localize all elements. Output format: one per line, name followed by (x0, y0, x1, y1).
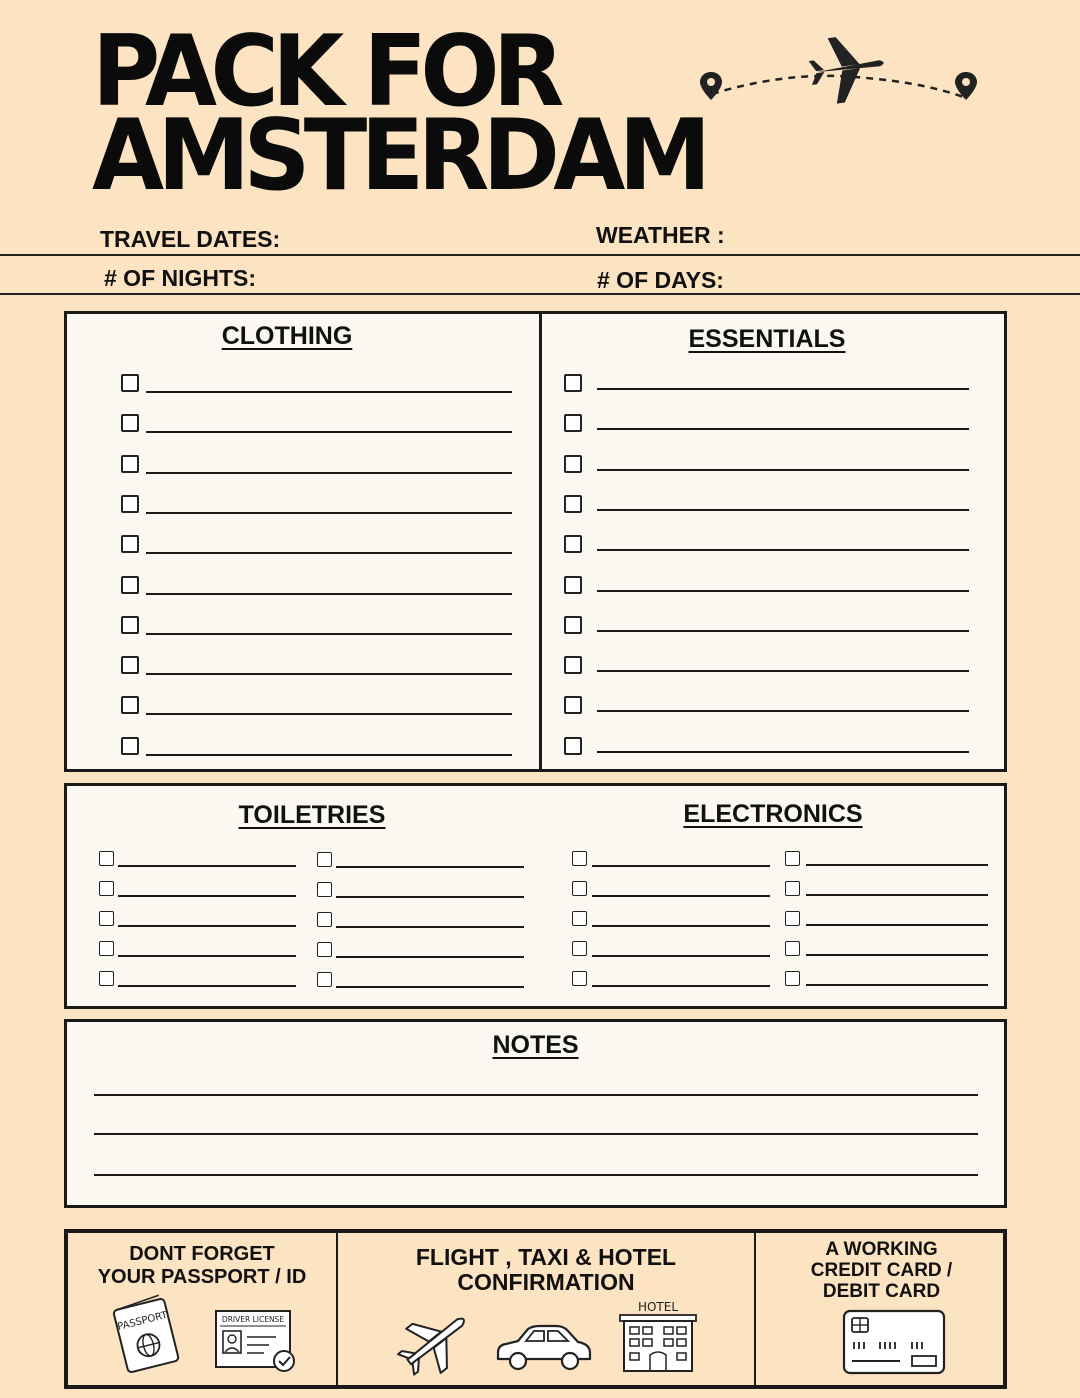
clothing-checkbox[interactable] (121, 414, 139, 432)
clothing-item-line[interactable] (146, 593, 512, 595)
essentials-checkbox[interactable] (564, 535, 582, 553)
toiletries-item-line[interactable] (336, 986, 524, 988)
electronics-checkbox[interactable] (572, 971, 587, 986)
toiletries-checkbox[interactable] (99, 851, 114, 866)
title-line-2: AMSTERDAM (92, 99, 705, 213)
essentials-item-line[interactable] (597, 590, 969, 592)
essentials-checkbox[interactable] (564, 656, 582, 674)
clothing-checkbox[interactable] (121, 535, 139, 553)
clothing-checkbox[interactable] (121, 696, 139, 714)
toiletries-checkbox[interactable] (99, 941, 114, 956)
days-label: # OF DAYS: (597, 267, 724, 293)
toiletries-item-line[interactable] (118, 955, 296, 957)
hotel-icon-label: HOTEL (637, 1300, 679, 1314)
electronics-item-line[interactable] (806, 954, 988, 956)
electronics-checkbox[interactable] (785, 881, 800, 896)
electronics-checkbox[interactable] (572, 941, 587, 956)
nights-label: # OF NIGHTS: (104, 265, 257, 291)
notes-title: NOTES (492, 1031, 579, 1059)
electronics-checkbox[interactable] (572, 911, 587, 926)
electronics-item-line[interactable] (806, 984, 988, 986)
card-reminder-line3: DEBIT CARD (822, 1281, 941, 1302)
confirmation-reminder-line2: CONFIRMATION (457, 1269, 635, 1295)
airplane-route-icon (698, 32, 988, 112)
divider (0, 293, 1080, 295)
clothing-checkbox[interactable] (121, 495, 139, 513)
toiletries-electronics-panel (64, 783, 1007, 1009)
electronics-checkbox[interactable] (785, 911, 800, 926)
clothing-checkbox[interactable] (121, 656, 139, 674)
electronics-checkbox[interactable] (785, 941, 800, 956)
essentials-checkbox[interactable] (564, 616, 582, 634)
electronics-item-line[interactable] (592, 895, 770, 897)
toiletries-item-line[interactable] (336, 866, 524, 868)
column-divider (539, 314, 542, 769)
taxi-icon (494, 1323, 594, 1373)
page-title (92, 15, 705, 213)
toiletries-item-line[interactable] (336, 926, 524, 928)
toiletries-item-line[interactable] (118, 925, 296, 927)
divider (0, 254, 1080, 256)
essentials-item-line[interactable] (597, 388, 969, 390)
passport-icon (108, 1295, 188, 1375)
card-reminder-line2: CREDIT CARD / (810, 1260, 953, 1281)
essentials-checkbox[interactable] (564, 374, 582, 392)
weather-label: WEATHER : (596, 222, 725, 248)
clothing-checkbox[interactable] (121, 737, 139, 755)
essentials-title: ESSENTIALS (688, 325, 846, 353)
essentials-item-line[interactable] (597, 549, 969, 551)
essentials-item-line[interactable] (597, 469, 969, 471)
clothing-checkbox[interactable] (121, 576, 139, 594)
electronics-checkbox[interactable] (785, 851, 800, 866)
essentials-item-line[interactable] (597, 509, 969, 511)
electronics-item-line[interactable] (592, 925, 770, 927)
toiletries-checkbox[interactable] (99, 911, 114, 926)
clothing-checkbox[interactable] (121, 616, 139, 634)
electronics-item-line[interactable] (592, 865, 770, 867)
clothing-item-line[interactable] (146, 472, 512, 474)
clothing-item-line[interactable] (146, 713, 512, 715)
essentials-item-line[interactable] (597, 630, 969, 632)
title-line-1: PACK FOR (92, 15, 558, 129)
toiletries-item-line[interactable] (336, 896, 524, 898)
card-reminder-line1: A WORKING (825, 1239, 938, 1260)
essentials-checkbox[interactable] (564, 495, 582, 513)
essentials-item-line[interactable] (597, 670, 969, 672)
confirmation-reminder-line1: FLIGHT , TAXI & HOTEL (415, 1244, 677, 1270)
electronics-checkbox[interactable] (572, 851, 587, 866)
clothing-item-line[interactable] (146, 391, 512, 393)
clothing-item-line[interactable] (146, 431, 512, 433)
toiletries-item-line[interactable] (118, 895, 296, 897)
toiletries-title: TOILETRIES (238, 801, 386, 829)
note-line[interactable] (94, 1133, 978, 1135)
card-reminder (756, 1239, 1007, 1302)
toiletries-item-line[interactable] (118, 985, 296, 987)
essentials-item-line[interactable] (597, 710, 969, 712)
passport-reminder (68, 1243, 336, 1289)
clothing-checkbox[interactable] (121, 455, 139, 473)
clothing-item-line[interactable] (146, 512, 512, 514)
electronics-checkbox[interactable] (572, 881, 587, 896)
toiletries-checkbox[interactable] (317, 882, 332, 897)
toiletries-item-line[interactable] (118, 865, 296, 867)
drivers-license-icon (214, 1309, 298, 1373)
electronics-item-line[interactable] (806, 894, 988, 896)
toiletries-checkbox[interactable] (99, 881, 114, 896)
clothing-essentials-panel (64, 311, 1007, 772)
confirmation-reminder (338, 1245, 754, 1295)
license-icon-label: DRIVER LICENSE (221, 1315, 285, 1324)
passport-reminder-line1: DONT FORGET (129, 1243, 275, 1265)
hotel-icon (616, 1299, 700, 1375)
electronics-checkbox[interactable] (785, 971, 800, 986)
toiletries-checkbox[interactable] (317, 852, 332, 867)
passport-reminder-line2: YOUR PASSPORT / ID (97, 1266, 307, 1288)
toiletries-checkbox[interactable] (99, 971, 114, 986)
toiletries-checkbox[interactable] (317, 942, 332, 957)
essentials-item-line[interactable] (597, 751, 969, 753)
electronics-item-line[interactable] (806, 864, 988, 866)
clothing-item-line[interactable] (146, 673, 512, 675)
electronics-title: ELECTRONICS (683, 800, 863, 828)
airplane-icon (398, 1309, 474, 1373)
essentials-item-line[interactable] (597, 428, 969, 430)
note-line[interactable] (94, 1094, 978, 1096)
travel-dates-label: TRAVEL DATES: (100, 226, 281, 252)
essentials-checkbox[interactable] (564, 455, 582, 473)
electronics-item-line[interactable] (592, 985, 770, 987)
essentials-checkbox[interactable] (564, 737, 582, 755)
clothing-item-line[interactable] (146, 633, 512, 635)
electronics-item-line[interactable] (806, 924, 988, 926)
essentials-checkbox[interactable] (564, 696, 582, 714)
notes-panel (64, 1019, 1007, 1208)
toiletries-checkbox[interactable] (317, 972, 332, 987)
essentials-checkbox[interactable] (564, 414, 582, 432)
passport-icon-label: PASSPORT (116, 1309, 169, 1333)
toiletries-checkbox[interactable] (317, 912, 332, 927)
toiletries-item-line[interactable] (336, 956, 524, 958)
clothing-title: CLOTHING (221, 322, 353, 350)
essentials-checkbox[interactable] (564, 576, 582, 594)
clothing-item-line[interactable] (146, 552, 512, 554)
credit-card-icon (842, 1309, 946, 1375)
reminder-footer (64, 1229, 1007, 1389)
clothing-checkbox[interactable] (121, 374, 139, 392)
clothing-item-line[interactable] (146, 754, 512, 756)
note-line[interactable] (94, 1174, 978, 1176)
electronics-item-line[interactable] (592, 955, 770, 957)
